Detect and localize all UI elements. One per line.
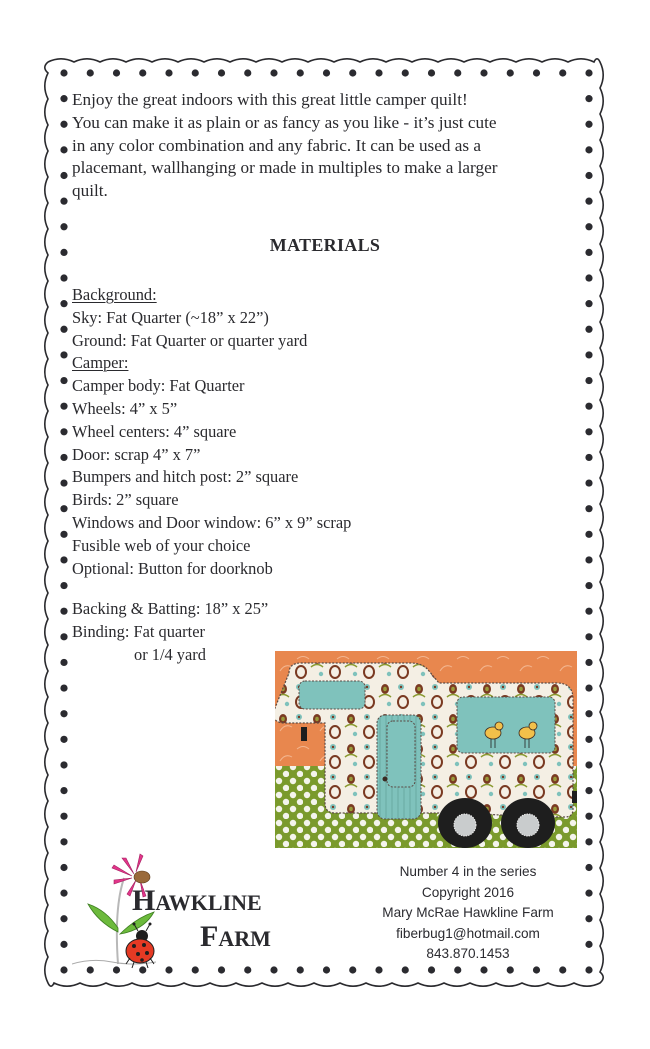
material-item: Binding: Fat quarter (72, 622, 205, 642)
copyright: Copyright 2016 (421, 884, 515, 900)
intro-line: in any color combination and any fabric. It can be used as a (72, 135, 482, 155)
material-item: Birds: 2” square (72, 490, 179, 510)
materials-heading: MATERIALS (269, 235, 381, 255)
camper-quilt-photo (275, 651, 577, 848)
spacer (72, 580, 351, 598)
materials-list (72, 284, 351, 667)
material-item: Backing & Batting: 18” x 25” (72, 599, 269, 619)
background-section-label: Background: (72, 285, 157, 304)
material-item: Wheel centers: 4” square (72, 421, 237, 441)
doorknob (383, 777, 388, 782)
intro-line: quilt. (72, 181, 108, 201)
material-item: Fusible web of your choice (72, 535, 251, 555)
cab-window (299, 681, 365, 709)
camper-section-label: Camper: (72, 353, 129, 373)
logo-line-farm: FARM (200, 920, 271, 953)
intro-line: Enjoy the great indoors with this great little camper quilt! (72, 90, 468, 109)
material-item: Door: scrap 4” x 7” (72, 444, 201, 464)
intro-line: placemant, wallhanging or made in multiples to make a larger (72, 158, 498, 178)
door-window (387, 721, 415, 787)
material-item: Camper body: Fat Quarter (72, 376, 245, 396)
material-item: Bumpers and hitch post: 2” square (72, 467, 299, 487)
intro-line: You can make it as plain or as fancy as you like - it’s just cute (72, 112, 497, 132)
logo-line-hawkline: HAWKLINE (132, 884, 262, 917)
material-item: Sky: Fat Quarter (~18” x 22”) (72, 307, 269, 327)
material-item: Optional: Button for doorknob (72, 558, 273, 578)
author: Mary McRae Hawkline Farm (382, 905, 554, 920)
series-number: Number 4 in the series (399, 864, 537, 879)
material-item-continued: or 1/4 yard (134, 644, 206, 664)
material-item: Ground: Fat Quarter or quarter yard (72, 330, 308, 350)
intro-paragraph (72, 89, 592, 203)
email: fiberbug1@hotmail.com (396, 925, 540, 941)
hitch-post (301, 727, 307, 741)
material-item: Windows and Door window: 6” x 9” scrap (72, 512, 352, 532)
side-window (457, 697, 555, 753)
wheel-rear (501, 798, 555, 848)
hawkline-farm-logo (72, 850, 302, 970)
material-item: Wheels: 4” x 5” (72, 398, 178, 418)
phone: 843.870.1453 (426, 946, 510, 961)
wheel-front (438, 798, 492, 848)
rear-bumper (572, 791, 577, 803)
credits-block (358, 862, 578, 965)
